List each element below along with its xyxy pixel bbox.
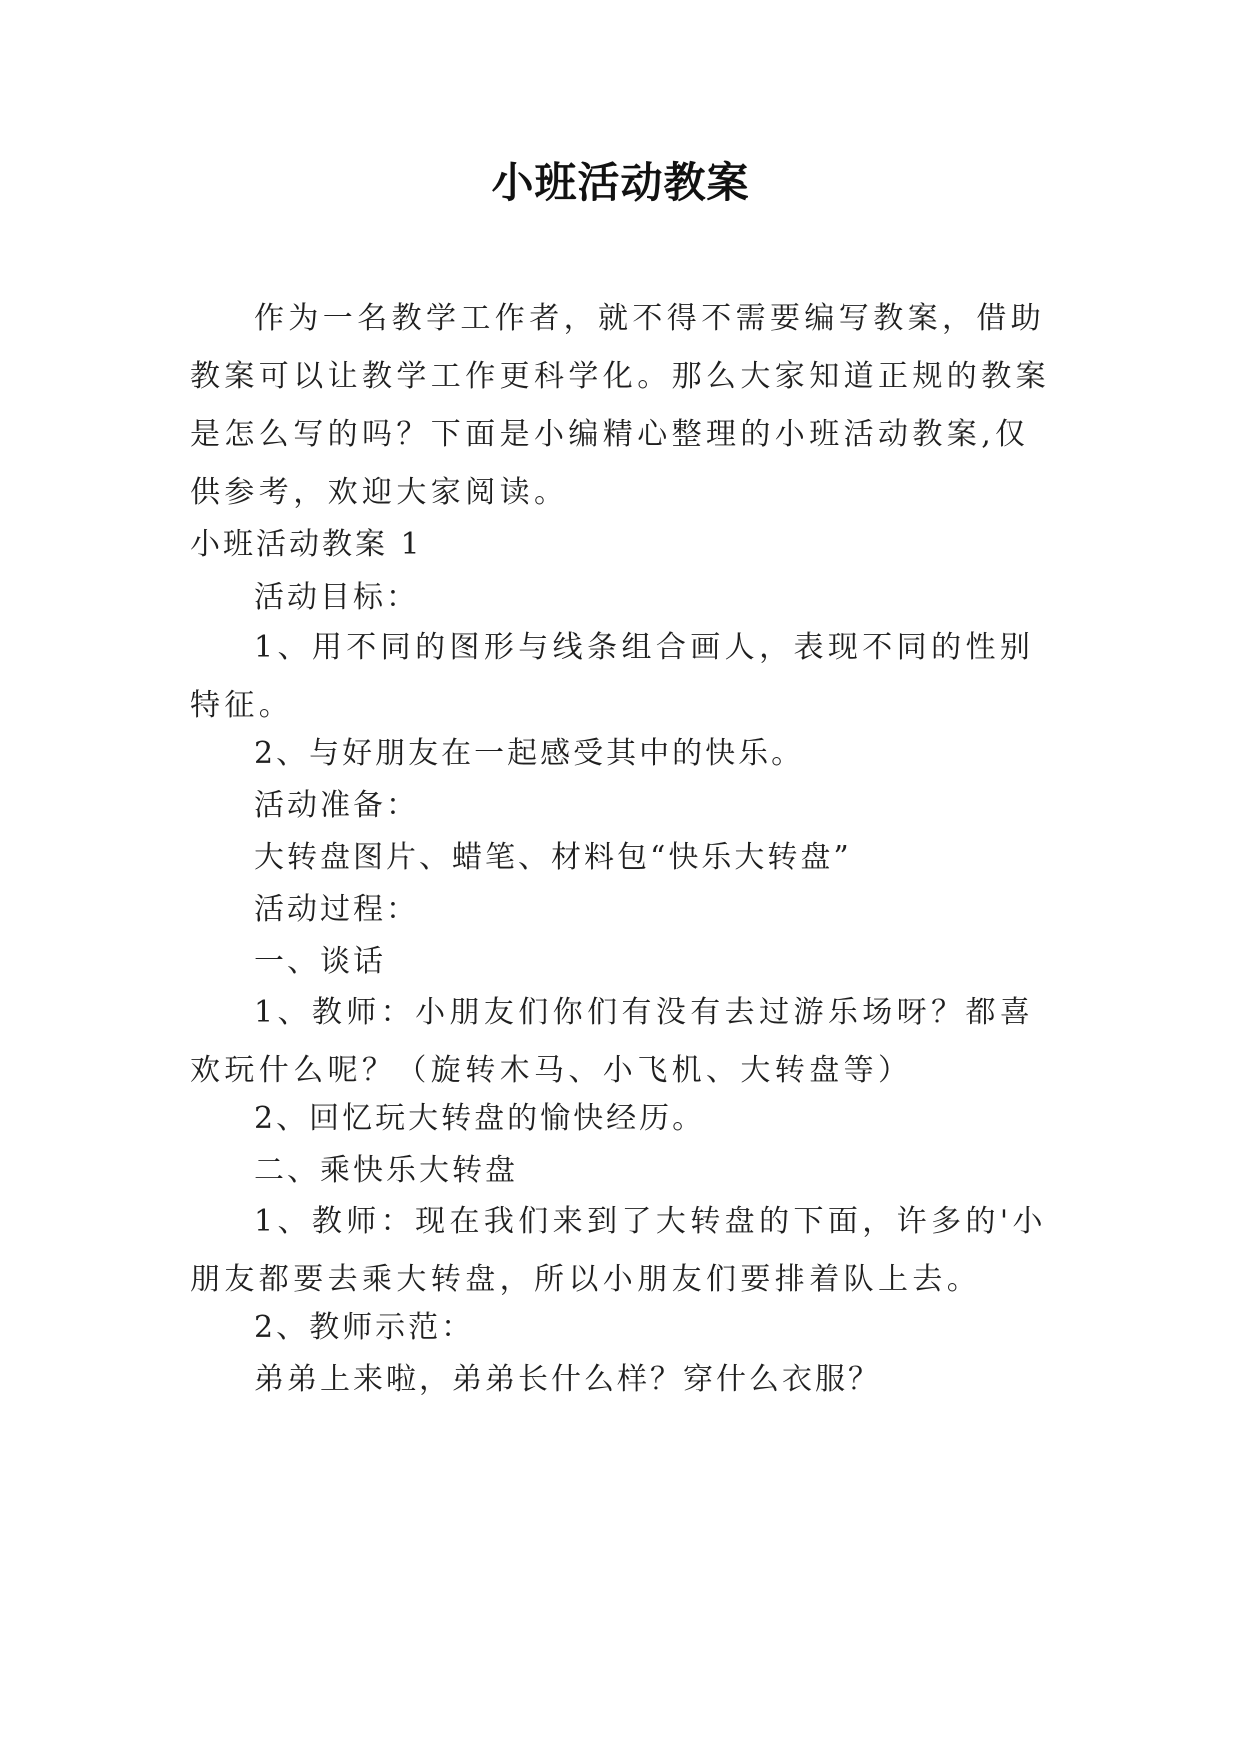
process-label: 活动过程： bbox=[254, 892, 419, 927]
goal-item-1: 1、用不同的图形与线条组合画人，表现不同的性别特征。 bbox=[190, 630, 1035, 723]
goals-label: 活动目标： bbox=[254, 580, 419, 615]
intro-paragraph: 作为一名教学工作者，就不得不需要编写教案，借助教案可以让教学工作更科学化。那么大家知道正规的教案是怎么写的吗？下面是小编精心整理的小班活动教案,仅供参考，欢迎大家阅读。 bbox=[190, 301, 1050, 510]
part-1-step-1: 1、教师：小朋友们你们有没有去过游乐场呀？都喜欢玩什么呢？（旋转木马、小飞机、大转盘等） bbox=[190, 995, 1035, 1088]
prep-items: 大转盘图片、蜡笔、材料包“快乐大转盘” bbox=[254, 840, 852, 875]
part-heading-2: 二、乘快乐大转盘 bbox=[254, 1153, 518, 1188]
part-1-step-2: 2、回忆玩大转盘的愉快经历。 bbox=[254, 1101, 706, 1136]
part-heading-1: 一、谈话 bbox=[254, 944, 386, 979]
prep-label: 活动准备： bbox=[254, 788, 419, 823]
part-2-step-1: 1、教师：现在我们来到了大转盘的下面，许多的'小朋友都要去乘大转盘，所以小朋友们要排着队上去。 bbox=[190, 1204, 1047, 1297]
goal-item-2: 2、与好朋友在一起感受其中的快乐。 bbox=[254, 736, 805, 771]
part-2-step-2: 2、教师示范： bbox=[254, 1310, 475, 1345]
section-heading: 小班活动教案 1 bbox=[190, 527, 423, 562]
part-2-step-3: 弟弟上来啦，弟弟长什么样？穿什么衣服？ bbox=[254, 1362, 881, 1397]
lesson-body bbox=[190, 0, 1050, 1754]
page-title: 小班活动教案 bbox=[491, 158, 750, 207]
